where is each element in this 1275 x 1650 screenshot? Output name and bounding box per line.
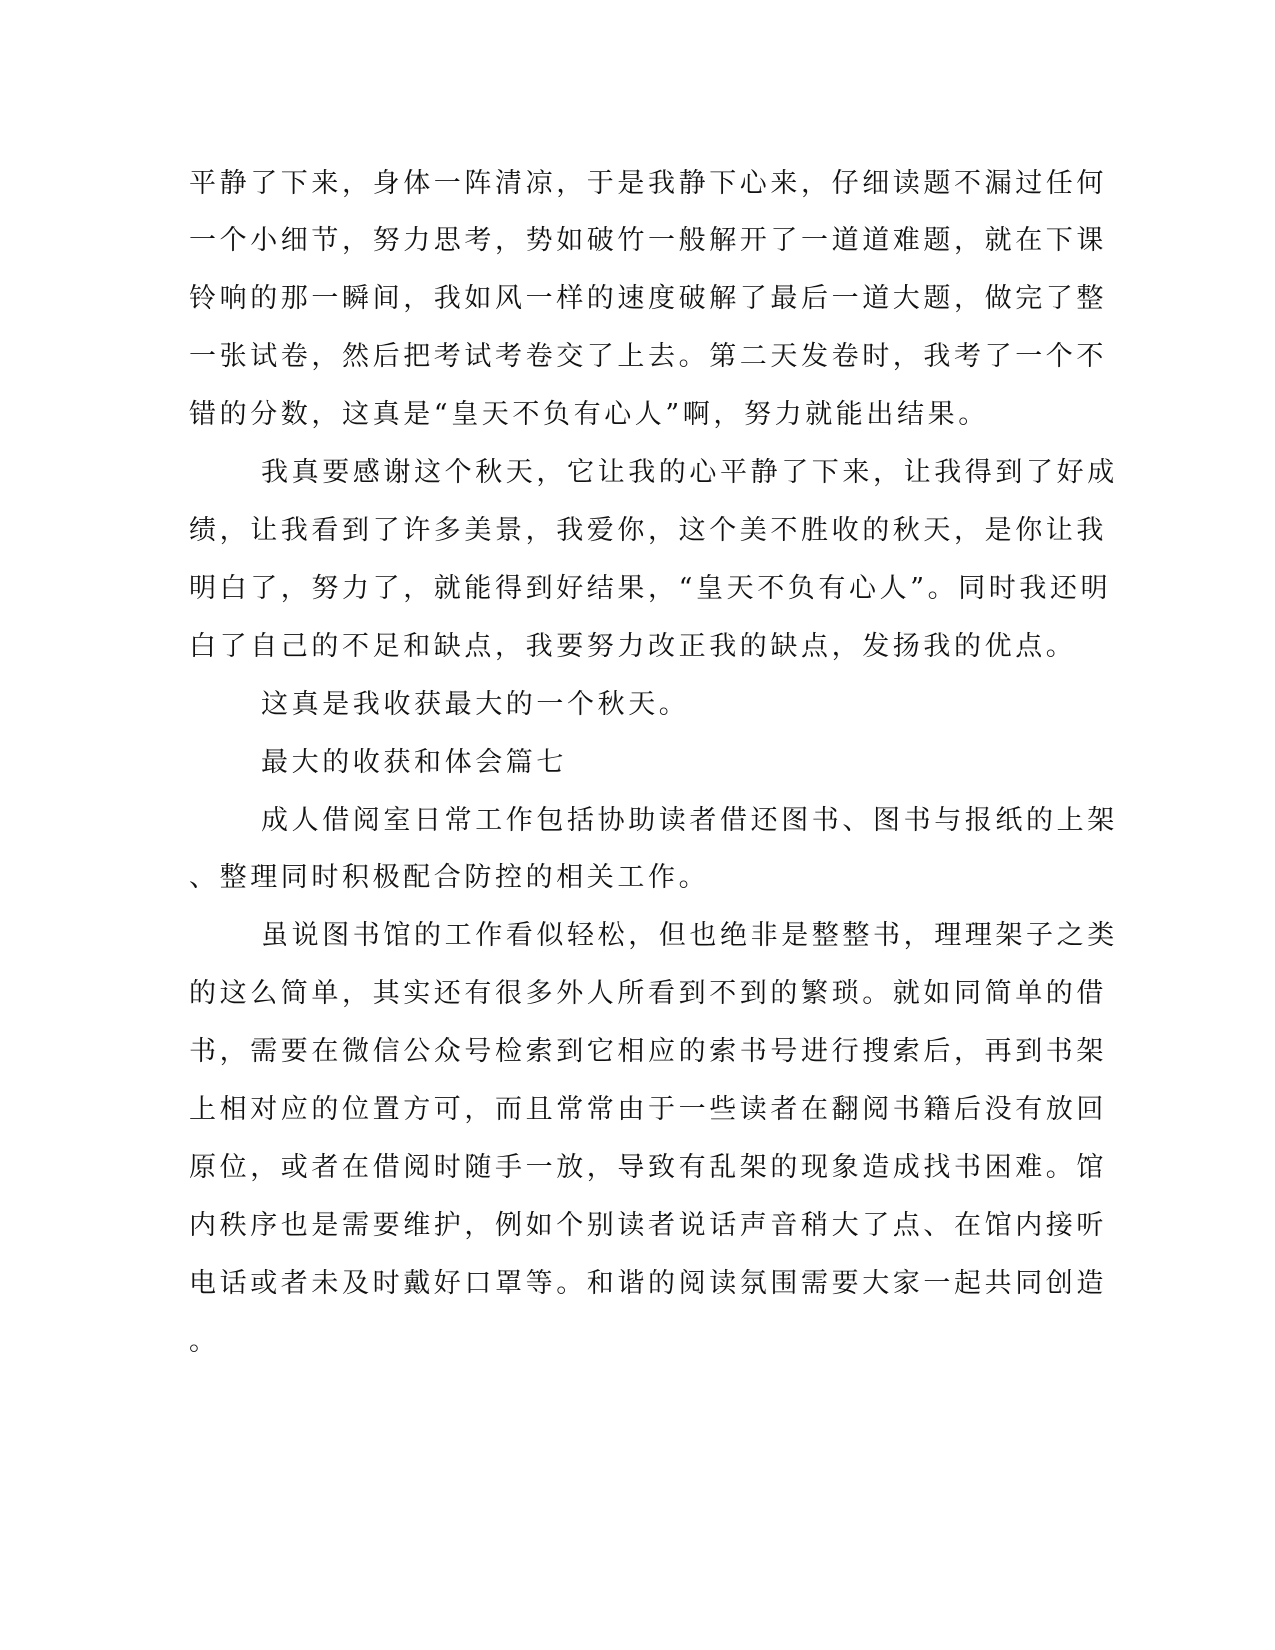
- text-line: 一张试卷，然后把考试考卷交了上去。第二天发卷时，我考了一个不: [189, 341, 1107, 372]
- text-line: 电话或者未及时戴好口罩等。和谐的阅读氛围需要大家一起共同创造: [189, 1268, 1107, 1299]
- text-line: 明白了，努力了，就能得到好结果，“皇天不负有心人”。同时我还明: [189, 573, 1112, 604]
- text-line: 内秩序也是需要维护，例如个别读者说话声音稍大了点、在馆内接听: [189, 1210, 1107, 1241]
- text-line: 书，需要在微信公众号检索到它相应的索书号进行搜索后，再到书架: [189, 1036, 1107, 1067]
- text-line: 原位，或者在借阅时随手一放，导致有乱架的现象造成找书困难。馆: [189, 1152, 1107, 1183]
- text-line: 平静了下来，身体一阵清凉，于是我静下心来，仔细读题不漏过任何: [189, 168, 1107, 199]
- text-line: 绩，让我看到了许多美景，我爱你，这个美不胜收的秋天，是你让我: [189, 515, 1107, 546]
- text-line: 上相对应的位置方可，而且常常由于一些读者在翻阅书籍后没有放回: [189, 1094, 1107, 1125]
- text-line: 铃响的那一瞬间，我如风一样的速度破解了最后一道大题，做完了整: [189, 283, 1107, 314]
- text-line: 。: [189, 1326, 220, 1357]
- section-heading: 最大的收获和体会篇七: [261, 747, 567, 778]
- text-line: 一个小细节，努力思考，势如破竹一般解开了一道道难题，就在下课: [189, 225, 1107, 256]
- text-line: 的这么简单，其实还有很多外人所看到不到的繁琐。就如同简单的借: [189, 978, 1107, 1009]
- paragraph-first-line: 虽说图书馆的工作看似轻松，但也绝非是整整书，理理架子之类: [261, 920, 1118, 951]
- paragraph-first-line: 我真要感谢这个秋天，它让我的心平静了下来，让我得到了好成: [261, 457, 1118, 488]
- text-line: 、整理同时积极配合防控的相关工作。: [189, 862, 710, 893]
- paragraph-first-line: 成人借阅室日常工作包括协助读者借还图书、图书与报纸的上架: [261, 805, 1118, 836]
- paragraph-first-line: 这真是我收获最大的一个秋天。: [261, 689, 690, 720]
- text-line: 白了自己的不足和缺点，我要努力改正我的缺点，发扬我的优点。: [189, 631, 1077, 662]
- text-line: 错的分数，这真是“皇天不负有心人”啊，努力就能出结果。: [189, 399, 989, 430]
